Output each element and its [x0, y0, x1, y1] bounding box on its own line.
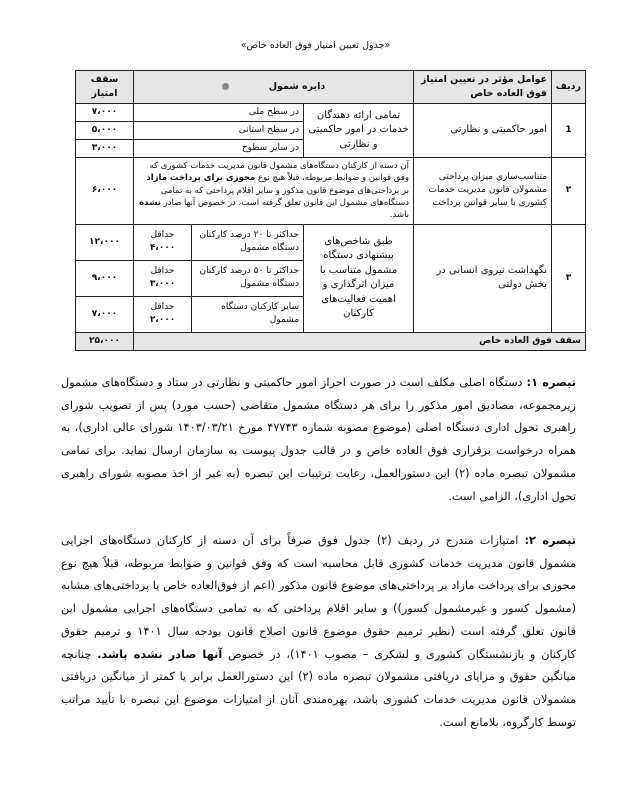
tier-minimum: حداقل ۳،۰۰۰ — [134, 260, 192, 296]
note-1 — [61, 372, 576, 508]
note-2 — [61, 530, 576, 734]
table-row — [76, 104, 586, 122]
total-label: سقف فوق العاده خاص — [134, 332, 586, 350]
row-number: ۳ — [552, 224, 586, 332]
table-caption: «جدول تعیین امتیاز فوق العاده خاص» — [240, 40, 391, 51]
scope-level: در سایر سطوح — [134, 140, 304, 158]
header-cap: سقف امتیاز — [76, 71, 134, 104]
header-row-number: ردیف — [552, 71, 586, 104]
table-row — [76, 224, 586, 260]
tier-group: حداکثر تا ۵۰ درصد کارکنان دستگاه مشمول — [192, 260, 304, 296]
cap-value: ۶،۰۰۰ — [76, 158, 134, 225]
scope-level: در سطح استانی — [134, 122, 304, 140]
note-2-title: تبصره ۲: — [524, 534, 576, 547]
tier-minimum: حداقل ۲،۰۰۰ — [134, 296, 192, 332]
total-row — [76, 332, 586, 350]
factor-cell: امور حاکمیتی و نظارتی — [414, 104, 552, 158]
cap-value: ۵،۰۰۰ — [76, 122, 134, 140]
scope-description: آن دسته از کارکنان دستگاه‌های مشمول قانون مدیریت خدمات کشوری که وفق قوانین و ضوابط مربوطه، قبلاً هیچ نوع مجوزی برای پرداخت مازاد بر پرداختی‌های موضوع قانون مذکور و سایر اقلام پرداختی که به تمامی دستگاه‌های مشمول این قانون تعلق گرفته است، در خصوص آنها صادر نشده باشد. — [134, 158, 414, 225]
scope-level: در سطح ملی — [134, 104, 304, 122]
note-1-text: دستگاه اصلی مکلف است در صورت احراز امور حاکمیتی و نظارتی در ستاد و دستگاه‌های مشمول زیرمجموعه، مصادیق امور مذکور را برای هر دستگاه مشمول متقاضی (حسب مورد) پس از تصویب شورای راهبری تحول اداری دستگاه اصلی (موضوع مصوبه شماره ۴۷۷۴۳ مورخ ۱۴۰۳/۰۳/۲۱ شورای عالی اداری)، به همراه درخواست برقراری فوق العاده خاص و در قالب جدول پیوست به سازمان ارسال نماید. برای تمامی مشمولان تبصره ماده (۲) این دستورالعمل، رعایت ترتیبات این تبصره (به غیر از اخذ مصوبه شورای راهبری تحول اداری)، الزامی است. — [61, 376, 576, 503]
table-header-row — [76, 71, 586, 104]
header-scope: دایره شمول — [134, 71, 414, 104]
cap-value: ۳،۰۰۰ — [76, 140, 134, 158]
cap-value: ۹،۰۰۰ — [76, 260, 134, 296]
table-row — [76, 158, 586, 225]
note-2-text-end: چنانچه میانگین حقوق و مزایای دریافتی مشمولان تبصره ماده (۲) این دستورالعمل برابر یا کمتر از میانگین دریافتی مشمولان قانون مدیریت خدمات کشوری باشد، بهره‌مندی آنان از امتیازات موضوع این تبصره با تأیید مراتب توسط کارگروه، بلامانع است. — [61, 647, 577, 729]
cap-value: ۱۲،۰۰۰ — [76, 224, 134, 260]
factor-cell: نگهداشت نیروی انسانی در بخش دولتی — [414, 224, 552, 332]
note-1-title: تبصره ۱: — [526, 376, 576, 389]
header-factors: عوامل مؤثر در تعیین امتیاز فوق العاده خاص — [414, 71, 552, 104]
note-2-text: امتیازات مندرج در ردیف (۲) جدول فوق صرفاً برای آن دسته از کارکنان دستگاه‌های اجرایی مشمول قانون مدیریت خدمات کشوری قابل محاسبه است که وفق قوانین و ضوابط مربوطه، قبلاً هیچ نوع مجوزی برای پرداخت مازاد بر پرداختی‌های موضوع قانون مذکور (اعم از فوق‌العاده خاص یا پرداختی‌های مشابه (مشمول کسور و غیرمشمول کسور)) و سایر اقلام پرداختی که به تمامی دستگاه‌های اجرایی مشمول این قانون تعلق گرفته است (نظیر ترمیم حقوق موضوع قانون اصلاح قانون بودجه سال ۱۴۰۱ و ترمیم حقوق کارکنان و بازنشستگان کشوری و لشکری – مصوب ۱۴۰۱)، در خصوص — [61, 534, 576, 661]
total-value: ۲۵،۰۰۰ — [76, 332, 134, 350]
special-allowance-table — [75, 70, 586, 351]
bullet-dot-icon — [222, 83, 229, 90]
tier-minimum: حداقل ۴،۰۰۰ — [134, 224, 192, 260]
cap-value: ۷،۰۰۰ — [76, 296, 134, 332]
scope-description: طبق شاخص‌های پیشنهادی دستگاه مشمول متناسب با میزان اثرگذاری و اهمیت فعالیت‌های کارکنان — [304, 224, 414, 332]
row-number: 1 — [552, 104, 586, 158]
scope-description: تمامی ارائه دهندگان خدمات در امور حاکمیتی و نظارتی — [304, 104, 414, 158]
cap-value: ۷،۰۰۰ — [76, 104, 134, 122]
row-number: ۲ — [552, 158, 586, 225]
note-2-emphasis: آنها صادر نشده باشد. — [97, 647, 223, 661]
factor-cell: متناسب‌سازی میزان پرداختی مشمولان قانون مدیریت خدمات کشوری با سایر قوانین پرداخت — [414, 158, 552, 225]
tier-group: سایر کارکنان دستگاه مشمول — [192, 296, 304, 332]
tier-group: حداکثر تا ۲۰ درصد کارکنان دستگاه مشمول — [192, 224, 304, 260]
